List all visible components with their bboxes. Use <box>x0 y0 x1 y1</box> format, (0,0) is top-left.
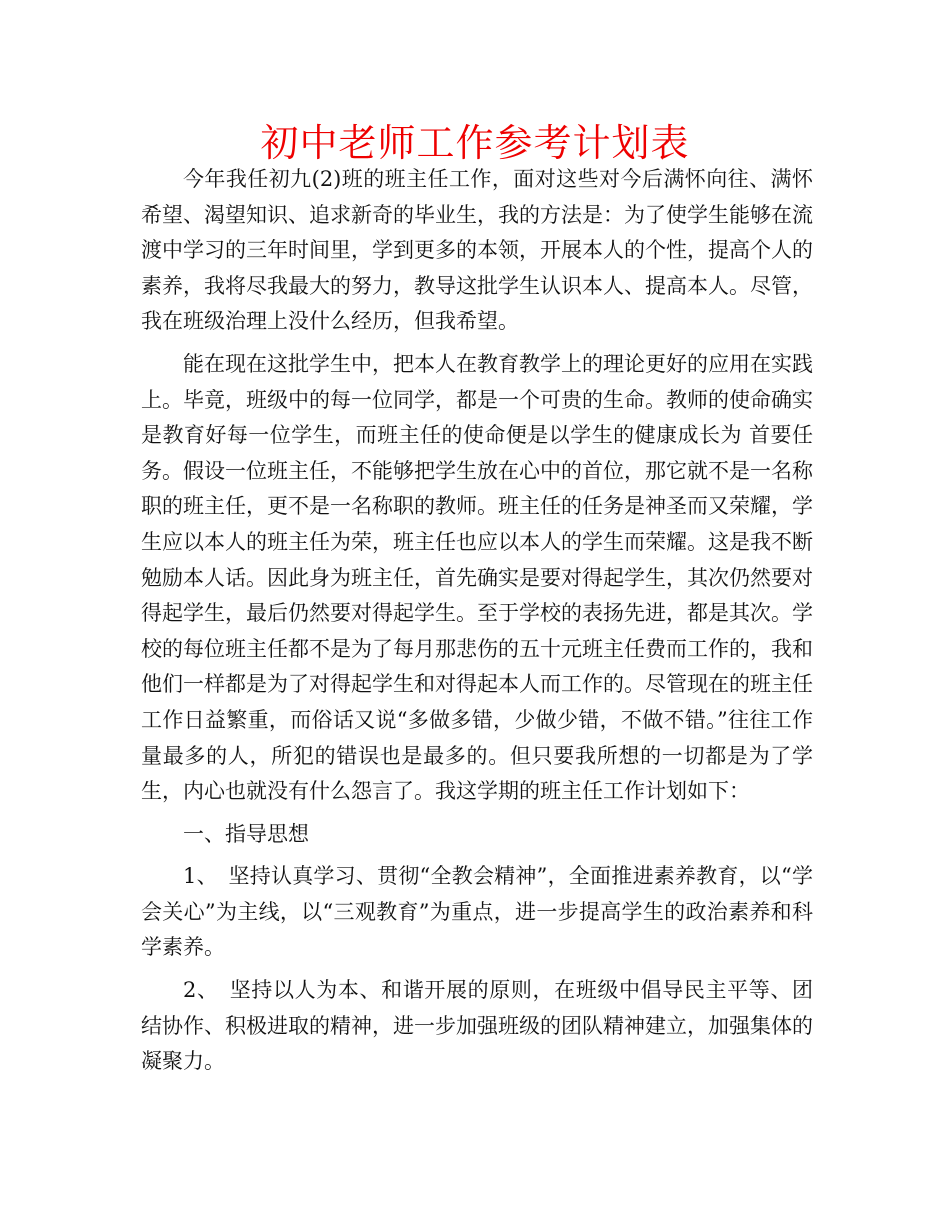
list-item-2: 2、 坚持以人为本、和谐开展的原则，在班级中倡导民主平等、团结协作、积极进取的精神，进一步加强班级的团队精神建立，加强集体的凝聚力。 <box>141 978 813 1074</box>
paragraph-mission: 能在现在这批学生中，把本人在教育教学上的理论更好的应用在实践上。毕竟，班级中的每一位同学，都是一个可贵的生命。教师的使命确实是教育好每一位学生，而班主任的使命便是以学生的健康成长为 首要任务。假设一位班主任，不能够把学生放在心中的首位，那它就不是一名称职的班主任，更不是一名称职的教师。班主任的任务是神圣而又荣耀，学生应以本人的班主任为荣，班主任也应以本人的学生而荣耀。这是我不断勉励本人话。因此身为班主任，首先确实是要对得起学生，其次仍然要对得起学生，最后仍然要对得起学生。至于学校的表扬先进，都是其次。学校的每位班主任都不是为了每月那悲伤的五十元班主任费而工作的，我和他们一样都是为了对得起学生和对得起本人而工作的。尽管现在的班主任工作日益繁重，而俗话又说“多做多错，少做少错，不做不错。”往往工作量最多的人，所犯的错误也是最多的。但只要我所想的一切都是为了学生，内心也就没有什么怨言了。我这学期的班主任工作计划如下： <box>141 351 813 804</box>
paragraph-intro: 今年我任初九(2)班的班主任工作，面对这些对今后满怀向往、满怀希望、渴望知识、追求新奇的毕业生，我的方法是：为了使学生能够在流渡中学习的三年时间里，学到更多的本领，开展本人的个性，提高个人的素养，我将尽我最大的努力，教导这批学生认识本人、提高本人。尽管，我在班级治理上没什么经历，但我希望。 <box>141 167 813 334</box>
list-item-1: 1、 坚持认真学习、贯彻“全教会精神”，全面推进素养教育，以“学会关心”为主线，以“三观教育”为重点，进一步提高学生的政治素养和科学素养。 <box>141 864 813 960</box>
document-title: 初中老师工作参考计划表 <box>260 121 690 165</box>
document-body <box>141 162 813 1080</box>
section-heading-guiding-ideology: 一、指导思想 <box>183 821 309 846</box>
